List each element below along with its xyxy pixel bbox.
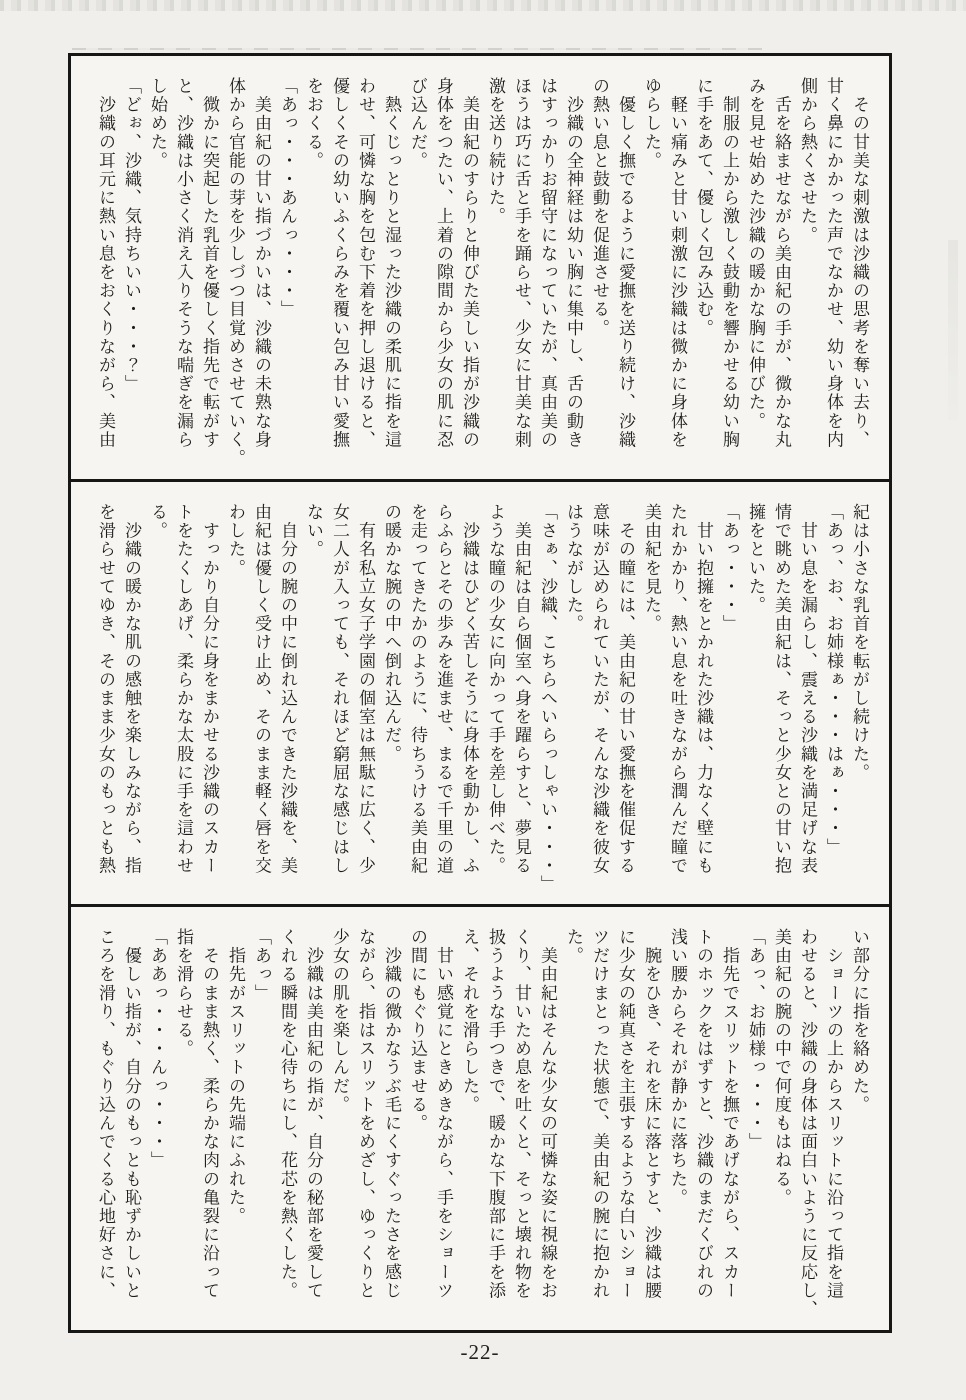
text-line: 体から官能の芽を少しづつ目覚めさせていく。 bbox=[226, 77, 245, 468]
text-panel-top bbox=[71, 56, 889, 479]
text-line: 沙織の全神経は幼い胸に集中し、舌の動き bbox=[564, 77, 583, 449]
text-line: 腕をひき、それを床に落とすと、沙織は腰 bbox=[642, 928, 661, 1301]
text-line: 「あっ・・・」 bbox=[720, 502, 739, 633]
text-line: 由紀は優しく受け止め、そのまま軽く唇を交 bbox=[252, 502, 271, 875]
text-line: 沙織は美由紀の指が、自分の秘部を愛して bbox=[304, 928, 323, 1301]
text-line: 「どぉ、沙織、気持ちいい・・・？」 bbox=[122, 77, 141, 394]
text-line: 美由紀を見た。 bbox=[642, 502, 661, 633]
text-line: 美由紀の甘い指づかいは、沙織の未熟な身 bbox=[252, 77, 271, 449]
text-line: その甘美な刺激は沙織の思考を奪い去り、 bbox=[850, 77, 869, 449]
text-line: し始めた。 bbox=[148, 77, 167, 170]
text-line: 「あっ」 bbox=[252, 928, 271, 1003]
text-line: わせ、可憐な胸を包む下着を押し退けると、 bbox=[356, 77, 375, 449]
text-line: わせると、沙織の身体は面白いように反応し、 bbox=[798, 928, 817, 1319]
text-line: くり、甘いため息を吐くと、そっと壊れ物を bbox=[512, 928, 531, 1301]
text-line: た。 bbox=[564, 928, 583, 966]
text-line: ゆらした。 bbox=[642, 77, 661, 170]
text-line: はうながした。 bbox=[564, 502, 583, 633]
text-line: 擁をといた。 bbox=[746, 502, 765, 615]
text-line: ほうは巧に舌と手を踊らせ、少女に甘美な刺 bbox=[512, 77, 531, 449]
scan-smudge bbox=[948, 240, 958, 420]
text-line: ながら、指はスリットをめざし、ゆっくりと bbox=[356, 928, 375, 1301]
text-line: 扱うような手つきで、暖かな下腹部に手を添 bbox=[486, 928, 505, 1301]
text-line: 美由紀はそんな少女の可憐な姿に視線をお bbox=[538, 928, 557, 1301]
text-line: 指先がスリットの先端にふれた。 bbox=[226, 928, 245, 1226]
text-line: みを見せ始めた沙織の暖かな胸に伸びた。 bbox=[746, 77, 765, 431]
text-line: 沙織の耳元に熱い息をおくりながら、美由 bbox=[96, 77, 115, 449]
text-line: はすっかりお留守になっていたが、真由美の bbox=[538, 77, 557, 449]
text-line: すっかり自分に身をまかせる沙織のスカー bbox=[200, 502, 219, 875]
text-line: トのホックをはずすと、沙織のまだくびれの bbox=[694, 928, 713, 1301]
text-line: 甘い息を漏らし、震える沙織を満足げな表 bbox=[798, 502, 817, 875]
text-line: 「ああっ・・・んっ・・・」 bbox=[148, 928, 167, 1171]
text-line: 優しくその幼いふくらみを覆い包み甘い愛撫 bbox=[330, 77, 349, 449]
text-line: 甘い感覚にときめきながら、手をショーツ bbox=[434, 928, 453, 1301]
text-line: 「あっ、お姉様っ・・・」 bbox=[746, 928, 765, 1152]
text-line: 熱くじっとりと湿った沙織の柔肌に指を這 bbox=[382, 77, 401, 449]
text-line: を走ってきたかのように、待ちうける美由紀 bbox=[408, 502, 427, 875]
text-line: そのまま熱く、柔らかな肉の亀裂に沿って bbox=[200, 928, 219, 1301]
text-line: 「あっ・・・あんっ・・・」 bbox=[278, 77, 297, 319]
scan-artifact-line bbox=[72, 48, 762, 50]
text-line: 自分の腕の中に倒れ込んできた沙織を、美 bbox=[278, 502, 297, 875]
text-line: 浅い腰からそれが静かに落ちた。 bbox=[668, 928, 687, 1208]
text-line: に手をあて、優しく包み込む。 bbox=[694, 77, 713, 338]
text-line: 沙織はひどく苦しそうに身体を動かし、ふ bbox=[460, 502, 479, 875]
text-line: その瞳には、美由紀の甘い愛撫を催促する bbox=[616, 502, 635, 875]
text-line: 側から熱くさせた。 bbox=[798, 77, 817, 245]
text-line: らふらとその歩みを進ませ、まるで千里の道 bbox=[434, 502, 453, 875]
text-panel-bottom bbox=[71, 904, 889, 1330]
text-line: び込んだ。 bbox=[408, 77, 427, 170]
scan-noise-band bbox=[0, 0, 966, 11]
text-line: ツだけまとった状態で、美由紀の腕に抱かれ bbox=[590, 928, 609, 1301]
text-line: 身体をつたい、上着の隙間から少女の肌に忍 bbox=[434, 77, 453, 449]
text-line: 「あっ、お、お姉様ぁ・・・はぁ・・・」 bbox=[824, 502, 843, 857]
page-number: -22- bbox=[460, 1340, 500, 1364]
text-line: の間にもぐり込ませる。 bbox=[408, 928, 427, 1133]
text-line: 微かに突起した乳首を優しく指先で転がす bbox=[200, 77, 219, 449]
text-line: トをたくしあげ、柔らかな太股に手を這わせ bbox=[174, 502, 193, 875]
text-line: わした。 bbox=[226, 502, 245, 578]
text-line: 指を滑らせる。 bbox=[174, 928, 193, 1059]
text-line: る。 bbox=[148, 502, 167, 540]
text-line: をおくる。 bbox=[304, 77, 323, 170]
text-line: 沙織の微かなうぶ毛にくすぐったさを感じ bbox=[382, 928, 401, 1301]
text-line: 甘く鼻にかかった声でなかせ、幼い身体を内 bbox=[824, 77, 843, 449]
text-line: 美由紀のすらりと伸びた美しい指が沙織の bbox=[460, 77, 479, 449]
text-line: ような瞳の少女に向かって手を差し伸べた。 bbox=[486, 502, 505, 875]
text-panel-middle bbox=[71, 479, 889, 905]
text-line: い部分に指を絡めた。 bbox=[850, 928, 869, 1115]
text-line: ない。 bbox=[304, 502, 323, 559]
text-line: と、沙織は小さく消え入りそうな喘ぎを漏ら bbox=[174, 77, 193, 449]
text-line: 紀は小さな乳首を転がし続けた。 bbox=[850, 502, 869, 782]
text-line: くれる瞬間を心待ちにし、花芯を熱くした。 bbox=[278, 928, 297, 1301]
text-line: 有名私立女子学園の個室は無駄に広く、少 bbox=[356, 502, 375, 875]
text-line: 制服の上から激しく鼓動を響かせる幼い胸 bbox=[720, 77, 739, 449]
text-line: 「さぁ、沙織、こちらへいらっしゃい・・・」 bbox=[538, 502, 557, 894]
text-line: たれかかり、熱い息を吐きながら潤んだ瞳で bbox=[668, 502, 687, 875]
text-line: 舌を絡ませながら美由紀の手が、微かな丸 bbox=[772, 77, 791, 449]
text-line: の熱い息と鼓動を促進させる。 bbox=[590, 77, 609, 338]
text-line: 甘い抱擁をとかれた沙織は、力なく壁にも bbox=[694, 502, 713, 875]
text-line: 意味が込められていたが、そんな沙織を彼女 bbox=[590, 502, 609, 875]
text-line: 沙織の暖かな肌の感触を楽しみながら、指 bbox=[122, 502, 141, 875]
text-line: 軽い痛みと甘い刺激に沙織は微かに身体を bbox=[668, 77, 687, 449]
text-line: ころを滑り、もぐり込んでくる心地好さに、 bbox=[96, 928, 115, 1301]
text-line: 少女の肌を楽しんだ。 bbox=[330, 928, 349, 1115]
text-line: 指先でスリットを撫であげながら、スカー bbox=[720, 928, 739, 1301]
text-line: ショーツの上からスリットに沿って指を這 bbox=[824, 928, 843, 1301]
text-line: 情で眺めた美由紀は、そっと少女との甘い抱 bbox=[772, 502, 791, 875]
text-line: に少女の純真さを主張するような白いショー bbox=[616, 928, 635, 1301]
page-frame bbox=[68, 53, 892, 1333]
text-line: え、それを滑らした。 bbox=[460, 928, 479, 1115]
text-line: 優しい指が、自分のもっとも恥ずかしいと bbox=[122, 928, 141, 1301]
text-line: 美由紀の腕の中で何度もはねる。 bbox=[772, 928, 791, 1208]
text-line: 女二人が入っても、それほど窮屈な感じはし bbox=[330, 502, 349, 875]
text-line: 優しく撫でるように愛撫を送り続け、沙織 bbox=[616, 77, 635, 449]
text-line: 美由紀は自ら個室へ身を躍らすと、夢見る bbox=[512, 502, 531, 875]
text-line: の暖かな腕の中へ倒れ込んだ。 bbox=[382, 502, 401, 764]
text-line: 激を送り続けた。 bbox=[486, 77, 505, 226]
text-line: を滑らせてゆき、そのまま少女のもっとも熱 bbox=[96, 502, 115, 875]
